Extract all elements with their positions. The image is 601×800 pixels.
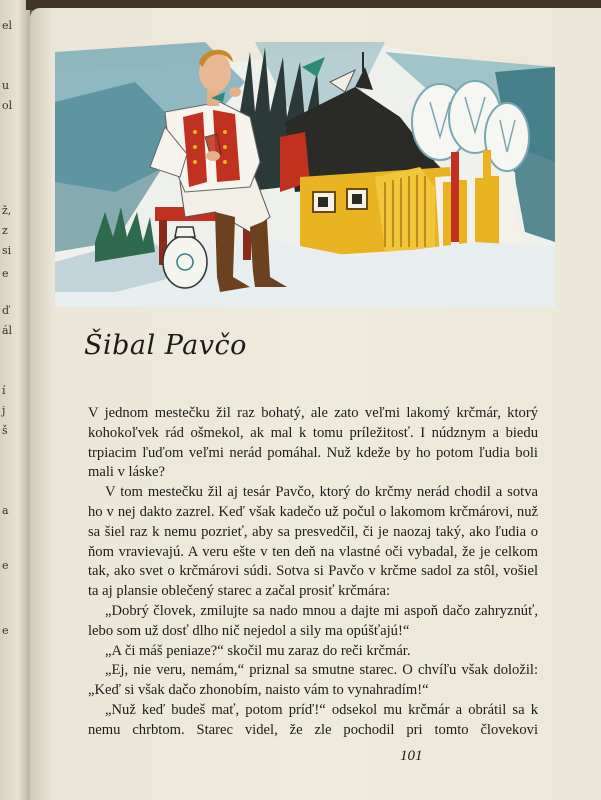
margin-fragment: ď [2, 304, 10, 317]
margin-fragment: a [2, 504, 9, 517]
margin-fragment: š [2, 424, 8, 437]
paragraph: V tom mestečku žil aj tesár Pavčo, ktorý do krčmy nerád chodil a sotva ho v nej dakto zazrel. Keď však kadečo už počul o lakomom krčmárovi, nuž sa šiel raz k nemu pozrieť, aby sa presvedčil, či je naozaj taký, ako ľudia o ňom vravievajú. A veru ešte v ten deň na vlastné oči vybadal, že je celkom tak, ako svet o krčmárovi súdi. Sotva si Pavčo v krčme sadol za stôl, vošiel ta aj plansie oblečený starec a začal prosiť krčmára: [88, 484, 538, 600]
paragraph: „Nuž keď budeš mať, potom príď!“ odsekol mu krčmár a obrátil sa k nemu chrbtom. Starec videl, že zle pochodil pri tomto človekovi [88, 701, 538, 738]
margin-fragment: í [2, 384, 6, 397]
story-illustration [55, 42, 555, 307]
margin-fragment: e [2, 624, 9, 637]
margin-fragment: ol [2, 99, 13, 112]
margin-fragment: si [2, 244, 12, 257]
chapter-title: Šibal Pavčo [84, 330, 247, 361]
margin-fragment: j [2, 404, 6, 417]
margin-fragment: ž, [2, 204, 12, 217]
page-number: 101 [400, 748, 423, 764]
margin-fragment: ál [2, 324, 13, 337]
margin-fragment: e [2, 559, 9, 572]
paragraph: „Dobrý človek, zmilujte sa nado mnou a dajte mi aspoň dačo zahryznúť, lebo som už dosť dlho nič nejedol a sily ma opúšťajú!“ [88, 602, 538, 639]
story-text [88, 404, 538, 741]
margin-fragment: el [2, 19, 13, 32]
adjacent-page-edge [0, 0, 30, 800]
margin-fragment: e [2, 267, 9, 280]
paragraph: V jednom mestečku žil raz bohatý, ale zato veľmi lakomý krčmár, ktorý kohokoľvek rád ošmekol, ak mal k tomu príležitosť. I núdznym a biedu trpiacim ľuďom veľmi nerád pomáhal. Nuž kdeže by ho potom ľudia boli mali v láske? [88, 405, 538, 481]
margin-fragment: z [2, 224, 8, 237]
paragraph: „A či máš peniaze?“ skočil mu zaraz do reči krčmár. [105, 642, 411, 659]
illustration-svg [55, 42, 555, 307]
paragraph: „Ej, nie veru, nemám,“ priznal sa smutne starec. O chvíľu však doložil: „Keď si však dačo zhonobím, naisto vám to vynahradím!“ [88, 662, 538, 699]
margin-fragment: u [2, 79, 10, 92]
